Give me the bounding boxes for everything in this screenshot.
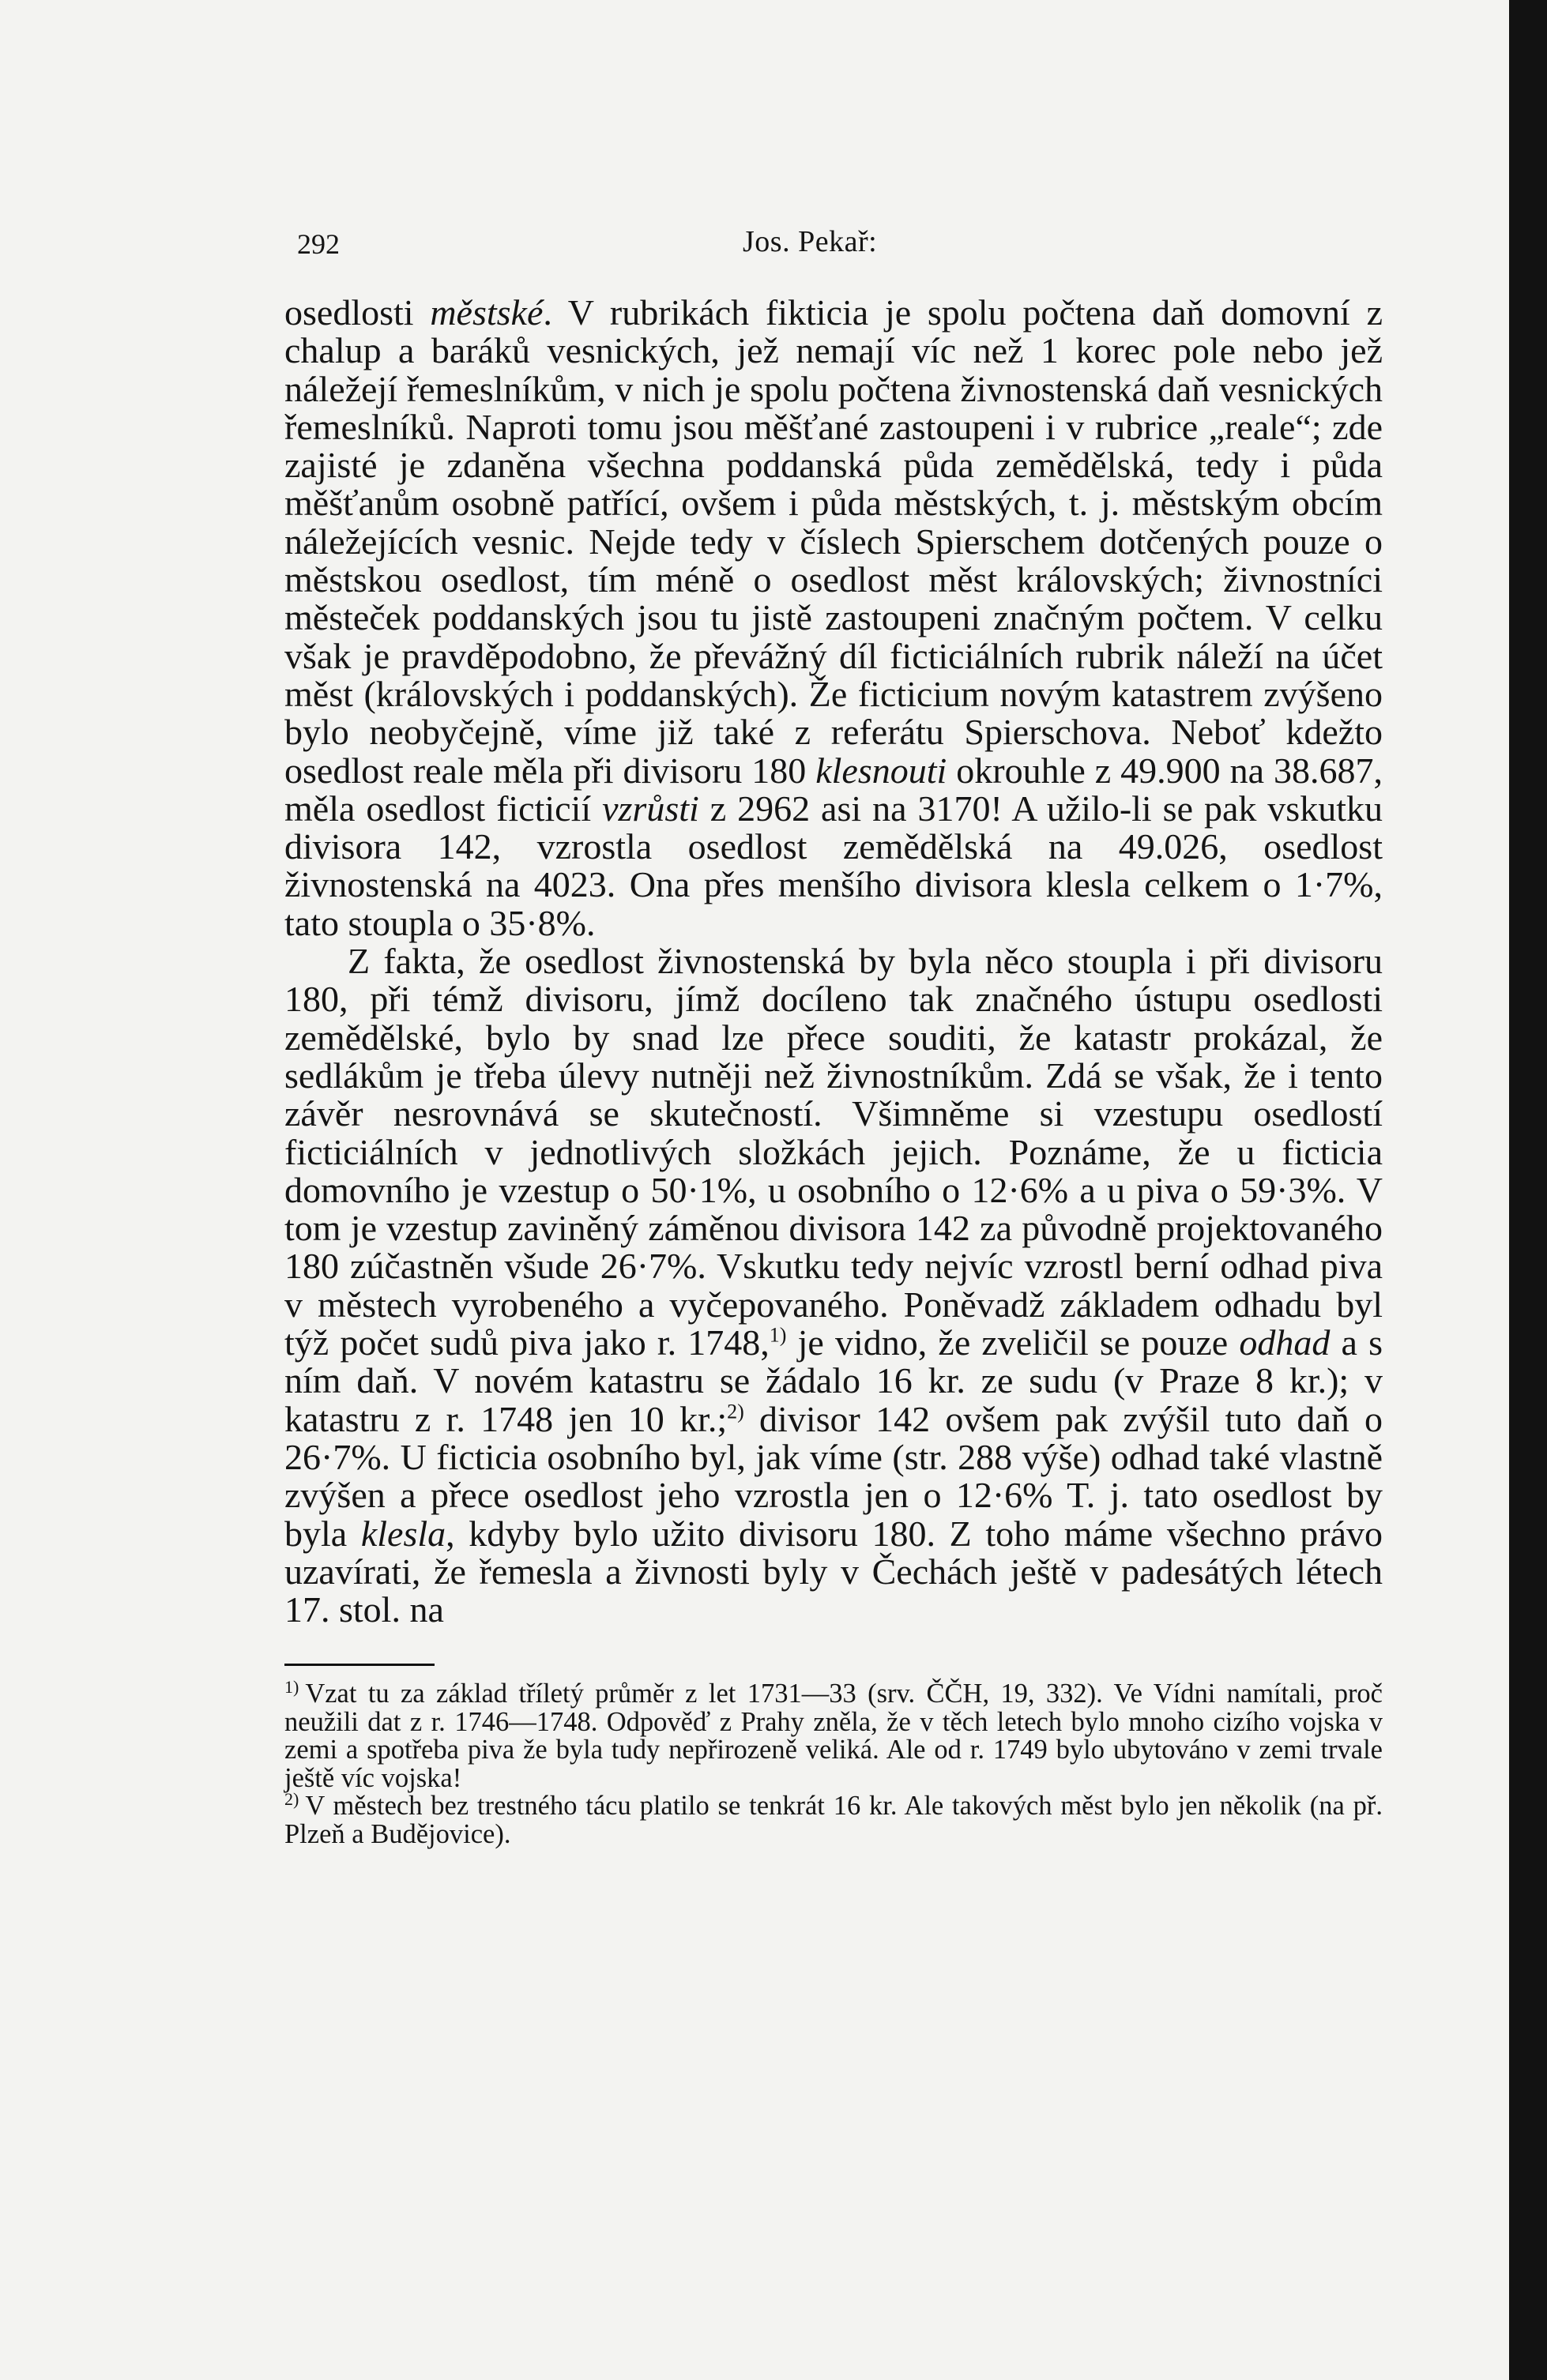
paragraph-1-text-b: . V rubrikách fikticia je spolu počtena daň domovní z chalup a baráků vesnických, jež nemají víc než 1 korec pole nebo jež náležejí řemeslníkům, v nich je spolu počtena živnostenská daň vesnických řemeslníků. Naproti tomu jsou měšťané zastoupeni i v rubrice „reale“; zde zajisté je zdaněna všechna poddanská půda zemědělská, tedy i půda měšťanům osobně patřící, ovšem i půda městských, t. j. městským obcím náležejících vesnic. Nejde tedy v číslech Spierschem dotčených pouze o městskou osedlost, tím méně o osedlost měst královských; živnostníci městeček poddanských jsou tu jistě zastoupeni značným počtem. V celku však je pravděpodobno, že převážný díl ficticiálních rubrik náleží na účet měst (královských i poddanských). Že ficticium novým katastrem zvýšeno bylo neobyčejně, víme již také z referátu Spierschova. Neboť kdežto osedlost reale měla při divisoru 180 [284, 292, 1383, 791]
page-number: 292 [297, 228, 340, 260]
footnote-2-text: V městech bez trestného tácu platilo se tenkrát 16 kr. Ale takových měst bylo jen několik (na př. Plzeň a Budějovice). [284, 1791, 1383, 1849]
paragraph-2 [284, 942, 1383, 1629]
paragraph-2-text-d: divisor 142 ovšem pak zvýšil tuto daň o 26·7%. U ficticia osobního byl, jak víme (str. 288 výše) odhad také vlastně zvýšen a přece osedlost jeho vzrostla jen o 12·6% T. j. tato osedlost by byla [284, 1398, 1383, 1554]
paragraph-1-text-c: okrouhle z 49.900 na 38.687, měla osedlost ficticií [284, 750, 1383, 829]
italic-mestske: městské [430, 292, 544, 333]
running-head: Jos. Pekař: [743, 225, 878, 258]
footnote-ref-2: 2) [727, 1400, 744, 1423]
body-text [284, 294, 1383, 1629]
footnote-1-text: Vzat tu za základ tříletý průměr z let 1731—33 (srv. ČČH, 19, 332). Ve Vídni namítali, proč neužili dat z r. 1746—1748. Odpověď z Prahy zněla, že v těch letech bylo mnoho cizího vojska v zemi a spotřeba piva že byla tudy nepřirozeně veliká. Ale od r. 1749 bylo ubytováno v zemi trvale ještě víc vojska! [284, 1679, 1383, 1793]
italic-vzrusti: vzrůsti [602, 788, 699, 829]
italic-klesnouti: klesnouti [815, 750, 947, 791]
footnote-divider [284, 1664, 435, 1666]
text-block [284, 294, 1383, 1848]
footnotes [284, 1676, 1383, 1849]
italic-odhad: odhad [1239, 1322, 1331, 1363]
paragraph-1 [284, 294, 1383, 942]
paragraph-1-text-d: z 2962 asi na 3170! A užilo-li se pak vskutku divisora 142, vzrostla osedlost zemědělská na 49.026, osedlost živnostenská na 4023. Ona přes menšího divisora klesla celkem o 1·7%, tato stoupla o 35·8%. [284, 788, 1383, 943]
paragraph-2-text-e: , kdyby bylo užito divisoru 180. Z toho máme všechno právo uzavírati, že řemesla a živnosti byly v Čechách ještě v padesátých létech 17. stol. na [284, 1513, 1383, 1630]
footnote-2: 2) V městech bez trestného tácu platilo se tenkrát 16 kr. Ale takových měst bylo jen několik (na př. Plzeň a Budějovice). [284, 1788, 1383, 1849]
footnote-1: 1) Vzat tu za základ tříletý průměr z let 1731—33 (srv. ČČH, 19, 332). Ve Vídni namítali, proč neužili dat z r. 1746—1748. Odpověď z Prahy zněla, že v těch letech bylo mnoho cizího vojska v zemi a spotřeba piva že byla tudy nepřirozeně veliká. Ale od r. 1749 bylo ubytováno v zemi trvale ještě víc vojska! [284, 1676, 1383, 1793]
italic-klesla: klesla [360, 1513, 446, 1554]
page-header [284, 221, 1383, 269]
footnote-ref-1: 1) [769, 1323, 787, 1347]
paragraph-2-text-b: je vidno, že zveličil se pouze [786, 1322, 1240, 1363]
scan-edge-strip [1509, 0, 1547, 2380]
paragraph-2-text-a: Z fakta, že osedlost živnostenská by byla něco stoupla i při divisoru 180, při témž divisoru, jímž docíleno tak značného ústupu osedlosti zemědělské, bylo by snad lze přece souditi, že katastr prokázal, že sedlákům je třeba úlevy nutněji než živnostníkům. Zdá se však, že i tento závěr nesrovnává se skutečností. Všimněme si vzestupu osedlostí ficticiálních v jednotlivých složkách jejich. Poznáme, že u ficticia domovního je vzestup o 50·1%, u osobního o 12·6% a u piva o 59·3%. V tom je vzestup zaviněný záměnou divisora 142 za původně projektovaného 180 zúčastněn všude 26·7%. Vskutku tedy nejvíc vzrostl berní odhad piva v městech vyrobeného a vyčepovaného. Poněvadž základem odhadu byl týž počet sudů piva jako r. 1748, [284, 941, 1383, 1363]
paragraph-1-text-a: osedlosti [284, 292, 431, 333]
paragraph-2-text-c: a s ním daň. V novém katastru se žádalo 16 kr. ze sudu (v Praze 8 kr.); v katastru z r. 1748 jen 10 kr.; [284, 1322, 1383, 1439]
